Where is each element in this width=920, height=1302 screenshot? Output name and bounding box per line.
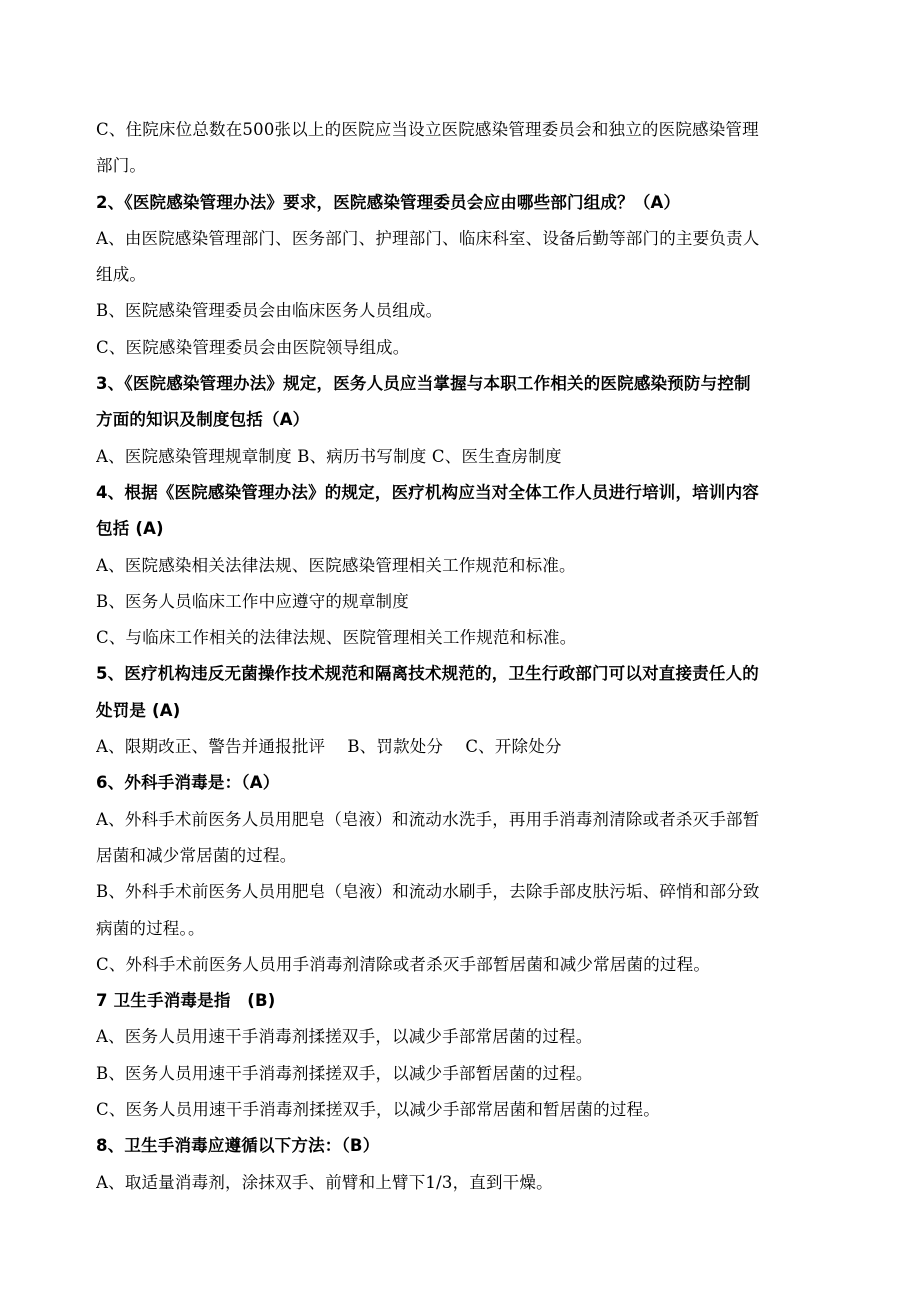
- text-line: A、限期改正、警告并通报批评 B、罚款处分 C、开除处分: [96, 737, 562, 757]
- text-line: 部门。: [96, 156, 147, 176]
- text-line: B、外科手术前医务人员用肥皂（皂液）和流动水刷手，去除手部皮肤污垢、碎悄和部分致: [96, 882, 760, 902]
- text-line: C、外科手术前医务人员用手消毒剂清除或者杀灭手部暂居菌和减少常居菌的过程。: [96, 954, 711, 974]
- question-line: 5、医疗机构违反无菌操作技术规范和隔离技术规范的，卫生行政部门可以对直接责任人的: [96, 664, 759, 684]
- question-line: 6、外科手消毒是：（A）: [96, 773, 280, 793]
- text-line: B、医务人员用速干手消毒剂揉搓双手，以减少手部暂居菌的过程。: [96, 1063, 593, 1083]
- text-line: B、医务人员临床工作中应遵守的规章制度: [96, 591, 409, 611]
- text-line: A、由医院感染管理部门、医务部门、护理部门、临床科室、设备后勤等部门的主要负责人: [96, 228, 760, 248]
- text-line: C、医院感染管理委员会由医院领导组成。: [96, 337, 410, 357]
- text-line: A、医务人员用速干手消毒剂揉搓双手，以减少手部常居菌的过程。: [96, 1027, 593, 1047]
- question-line: 7 卫生手消毒是指 (B): [96, 991, 276, 1011]
- question-line: 包括 (A): [96, 519, 164, 539]
- text-line: C、医务人员用速干手消毒剂揉搓双手，以减少手部常居菌和暂居菌的过程。: [96, 1100, 660, 1120]
- text-line: 居菌和减少常居菌的过程。: [96, 845, 297, 865]
- text-line: A、医院感染相关法律法规、医院感染管理相关工作规范和标准。: [96, 555, 576, 575]
- text-line: C、与临床工作相关的法律法规、医院管理相关工作规范和标准。: [96, 628, 577, 648]
- question-line: 2、《医院感染管理办法》要求，医院感染管理委员会应由哪些部门组成？（A）: [96, 192, 681, 212]
- question-line: 4、根据《医院感染管理办法》的规定，医疗机构应当对全体工作人员进行培训，培训内容: [96, 482, 759, 502]
- text-line: A、医院感染管理规章制度 B、病历书写制度 C、医生查房制度: [96, 446, 562, 466]
- text-line: A、外科手术前医务人员用肥皂（皂液）和流动水洗手，再用手消毒剂清除或者杀灭手部暂: [96, 809, 760, 829]
- text-line: 组成。: [96, 265, 147, 285]
- text-line: A、取适量消毒剂，涂抹双手、前臂和上臂下1/3，直到干燥。: [96, 1172, 553, 1192]
- question-line: 8、卫生手消毒应遵循以下方法：（B）: [96, 1136, 380, 1156]
- text-line: B、医院感染管理委员会由临床医务人员组成。: [96, 301, 443, 321]
- question-line: 3、《医院感染管理办法》规定，医务人员应当掌握与本职工作相关的医院感染预防与控制: [96, 374, 751, 394]
- question-line: 处罚是 (A): [96, 700, 181, 720]
- text-line: 病菌的过程。。: [96, 918, 205, 938]
- text-line: C、住院床位总数在500张以上的医院应当设立医院感染管理委员会和独立的医院感染管理: [96, 120, 759, 139]
- question-line: 方面的知识及制度包括（A）: [96, 410, 310, 430]
